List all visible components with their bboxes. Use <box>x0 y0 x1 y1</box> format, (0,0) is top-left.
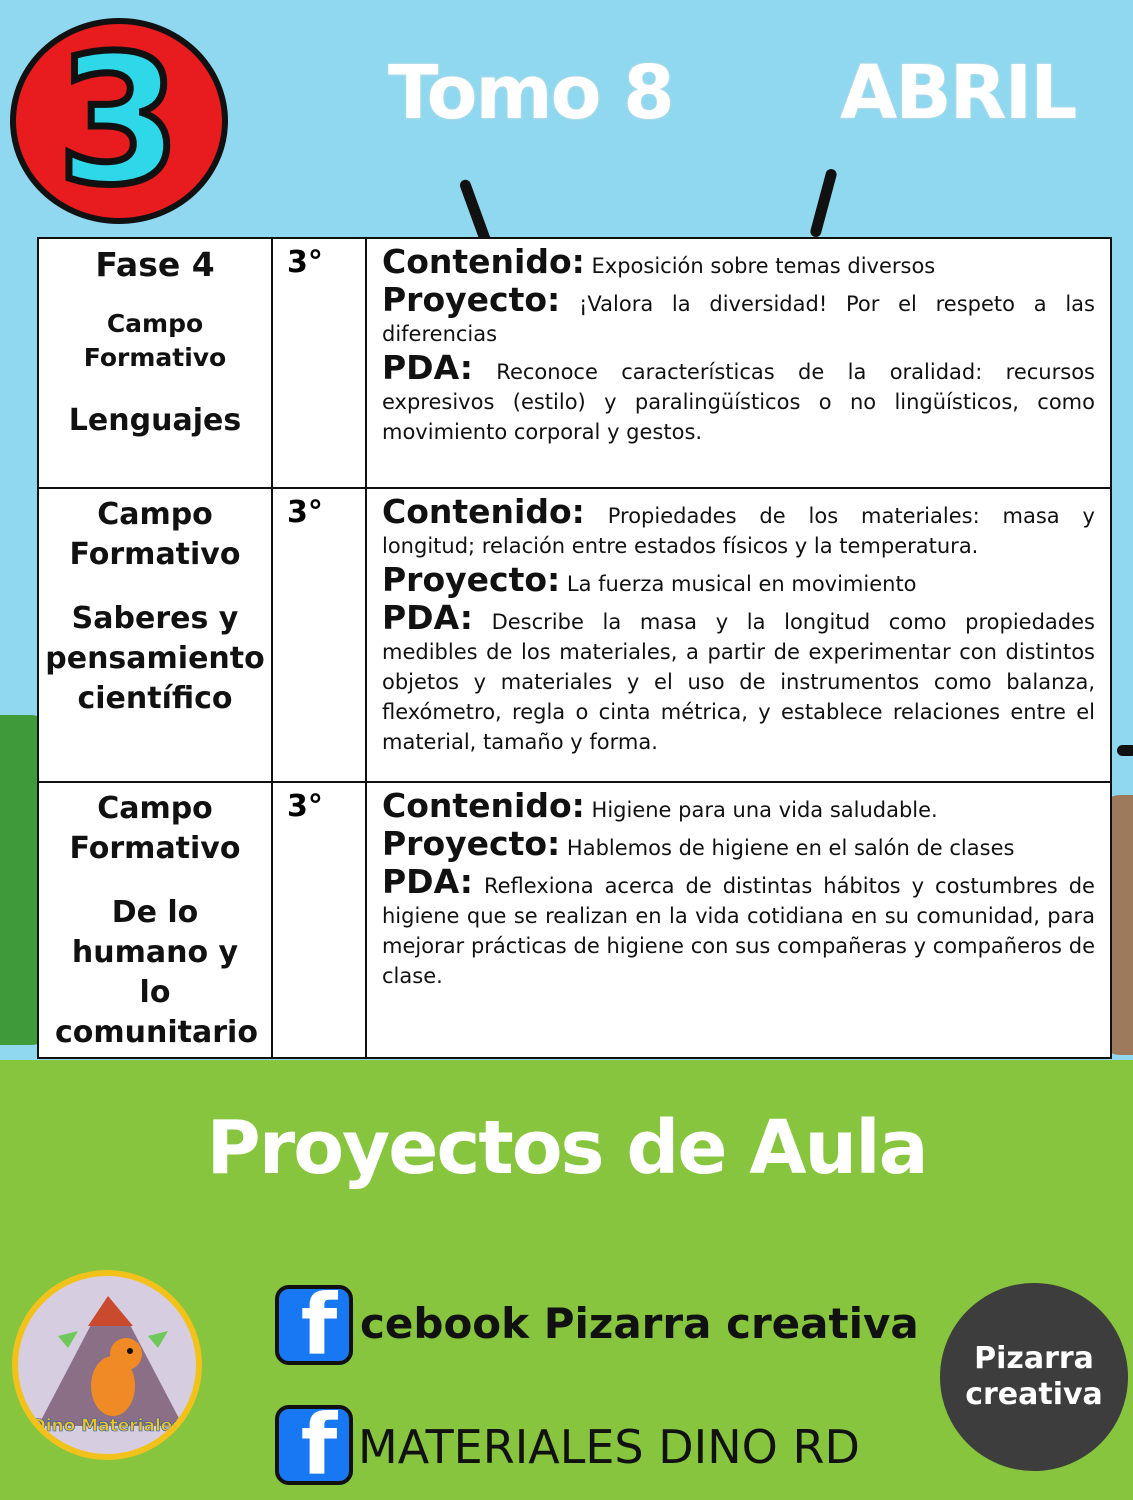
field-name: Saberes y pensamiento científico <box>45 601 265 716</box>
proyecto-label: Proyecto: <box>382 560 561 599</box>
proyecto-label: Proyecto: <box>382 280 561 319</box>
proyecto-text: La fuerza musical en movimiento <box>566 572 917 596</box>
pizarra-creativa-logo <box>940 1283 1128 1471</box>
field-label: Campo Formativo <box>83 309 227 372</box>
proyecto-text: ¡Valora la diversidad! Por el respeto a las diferencias <box>382 292 1095 346</box>
description-cell <box>366 238 1111 488</box>
field-cell <box>38 782 272 1058</box>
contenido-text: Exposición sobre temas diversos <box>591 254 936 278</box>
month-title: ABRIL <box>840 50 1076 136</box>
dino-materiales-logo <box>12 1270 202 1460</box>
table-row <box>38 488 1111 782</box>
dino-logo-text: Dino Materiales <box>31 1416 183 1436</box>
contenido-text: Higiene para una vida saludable. <box>591 798 938 822</box>
field-cell <box>38 488 272 782</box>
grade-cell: 3° <box>272 488 366 782</box>
description-cell <box>366 782 1111 1058</box>
table-row <box>38 782 1111 1058</box>
field-name: De lo humano y lo comunitario <box>55 895 258 1050</box>
grade-cell: 3° <box>272 782 366 1058</box>
facebook-page-name: cebook Pizarra creativa <box>360 1299 919 1348</box>
facebook-icon: f <box>275 1285 353 1365</box>
field-cell <box>38 238 272 488</box>
field-label: Campo Formativo <box>69 497 241 572</box>
grade-badge-number: 3 <box>57 17 181 224</box>
contenido-label: Contenido: <box>382 242 585 281</box>
projects-table <box>37 237 1112 1059</box>
proyecto-label: Proyecto: <box>382 824 561 863</box>
pda-label: PDA: <box>382 862 473 901</box>
contenido-text: Propiedades de los materiales: masa y longitud; relación entre estados físicos y la temperatura. <box>382 504 1095 558</box>
description-cell <box>366 488 1111 782</box>
pda-text: Reconoce características de la oralidad: recursos expresivos (estilo) y paralingüísticos o no lingüísticos, como movimiento corporal y gestos. <box>382 360 1095 444</box>
table-row <box>38 238 1111 488</box>
sun-ray <box>1117 745 1133 756</box>
proyecto-text: Hablemos de higiene en el salón de clases <box>566 836 1015 860</box>
pda-label: PDA: <box>382 598 473 637</box>
field-label: Campo Formativo <box>69 791 241 866</box>
tomo-title: Tomo 8 <box>388 50 673 136</box>
phase-label: Fase 4 <box>95 245 215 284</box>
grade-badge <box>10 18 228 224</box>
pda-text: Reflexiona acerca de distintas hábitos y costumbres de higiene que se realizan en la vida cotidiana en su comunidad, para mejorar prácticas de higiene con sus compañeras y compañeros de clase. <box>382 874 1095 988</box>
contenido-label: Contenido: <box>382 786 585 825</box>
facebook-icon: f <box>275 1405 353 1485</box>
field-name: Lenguajes <box>68 403 242 438</box>
pda-label: PDA: <box>382 348 473 387</box>
facebook-page-name-2: MATERIALES DINO RD <box>358 1420 860 1474</box>
contenido-label: Contenido: <box>382 492 585 531</box>
pda-text: Describe la masa y la longitud como propiedades medibles de los materiales, a partir de experimentar con distintos objetos y materiales y el uso de instrumentos como balanza, flexómetro, regla o cinta métrica, y establece relaciones entre el material, tamaño y forma. <box>382 610 1095 754</box>
footer-title: Proyectos de Aula <box>206 1105 927 1191</box>
grade-cell: 3° <box>272 238 366 488</box>
pizarra-logo-text: Pizarra creativa <box>965 1341 1103 1412</box>
